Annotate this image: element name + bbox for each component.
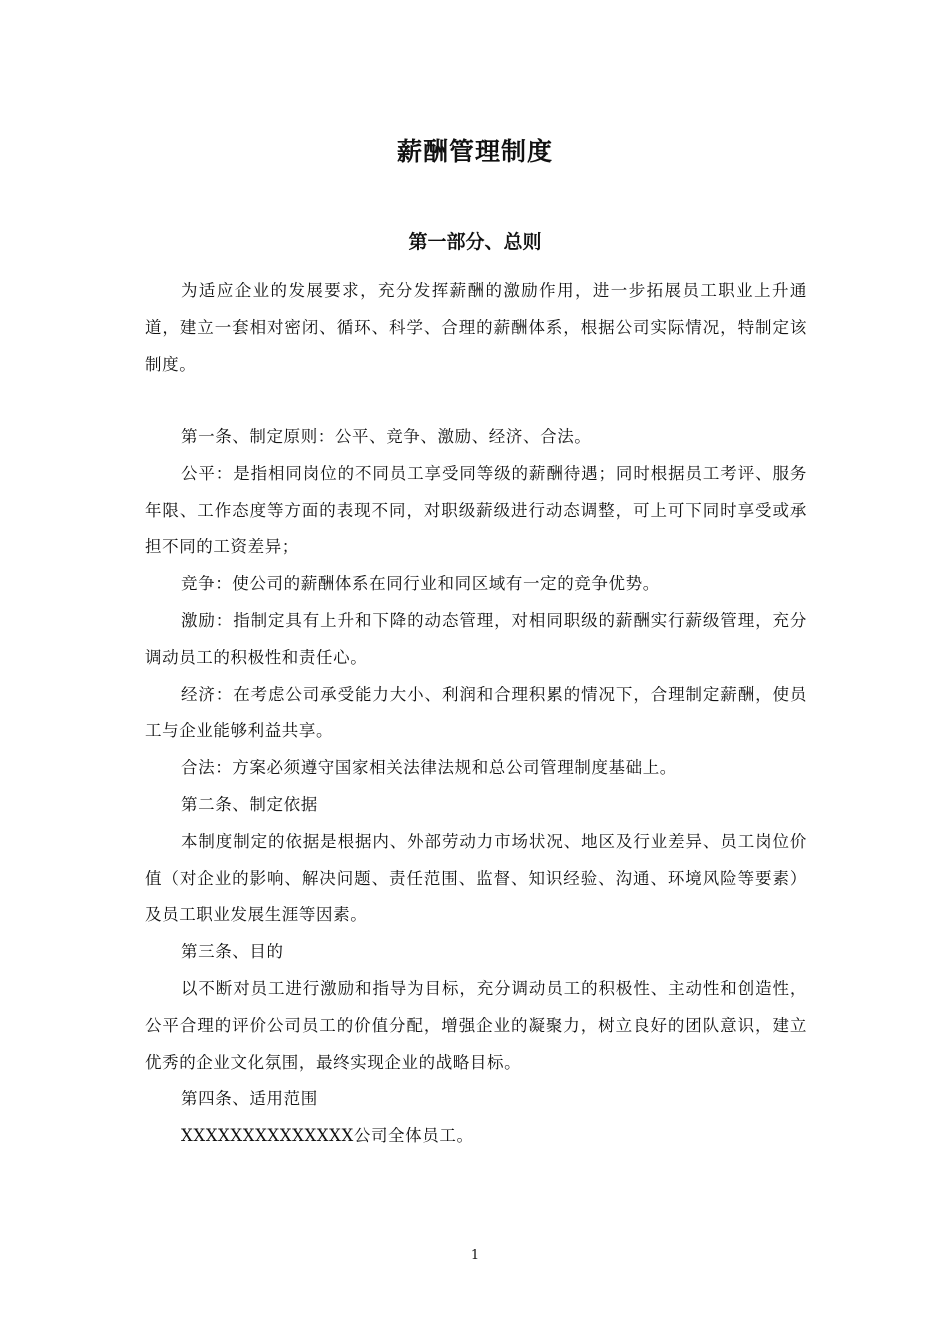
article-3-heading: 第三条、目的 <box>181 942 284 962</box>
principle-fairness: 公平：是指相同岗位的不同员工享受同等级的薪酬待遇；同时根据员工考评、服务年限、工作态度等方面的表现不同，对职级薪级进行动态调整，可上可下同时享受或承担不同的工资差异； <box>145 463 807 557</box>
document-title: 薪酬管理制度 <box>396 137 553 166</box>
article-2-heading: 第二条、制定依据 <box>181 794 318 814</box>
principle-legality: 合法：方案必须遵守国家相关法律法规和总公司管理制度基础上。 <box>181 758 677 778</box>
article-3-body: 以不断对员工进行激励和指导为目标，充分调动员工的积极性、主动性和创造性，公平合理的评价公司员工的价值分配，增强企业的凝聚力，树立良好的团队意识，建立优秀的企业文化氛围，最终实现企业的战略目标。 <box>145 978 807 1072</box>
article-1-heading: 第一条、制定原则：公平、竞争、激励、经济、合法。 <box>181 427 592 446</box>
page-number: 1 <box>470 1248 480 1263</box>
article-4-body: XXXXXXXXXXXXXX公司全体员工。 <box>181 1126 474 1146</box>
intro-paragraph: 为适应企业的发展要求，充分发挥薪酬的激励作用，进一步拓展员工职业上升通道，建立一套相对密闭、循环、科学、合理的薪酬体系，根据公司实际情况，特制定该制度。 <box>145 281 807 374</box>
principle-incentive: 激励：指制定具有上升和下降的动态管理，对相同职级的薪酬实行薪级管理，充分调动员工的积极性和责任心。 <box>145 610 807 667</box>
principle-competition: 竞争：使公司的薪酬体系在同行业和同区域有一定的竞争优势。 <box>181 574 660 594</box>
article-2-body: 本制度制定的依据是根据内、外部劳动力市场状况、地区及行业差异、员工岗位价值（对企业的影响、解决问题、责任范围、监督、知识经验、沟通、环境风险等要素）及员工职业发展生涯等因素。 <box>145 831 807 925</box>
section-title: 第一部分、总则 <box>408 231 542 253</box>
article-4-heading: 第四条、适用范围 <box>181 1089 318 1109</box>
article-list <box>145 419 807 1155</box>
principle-economy: 经济：在考虑公司承受能力大小、利润和合理积累的情况下，合理制定薪酬，使员工与企业能够利益共享。 <box>145 684 807 741</box>
